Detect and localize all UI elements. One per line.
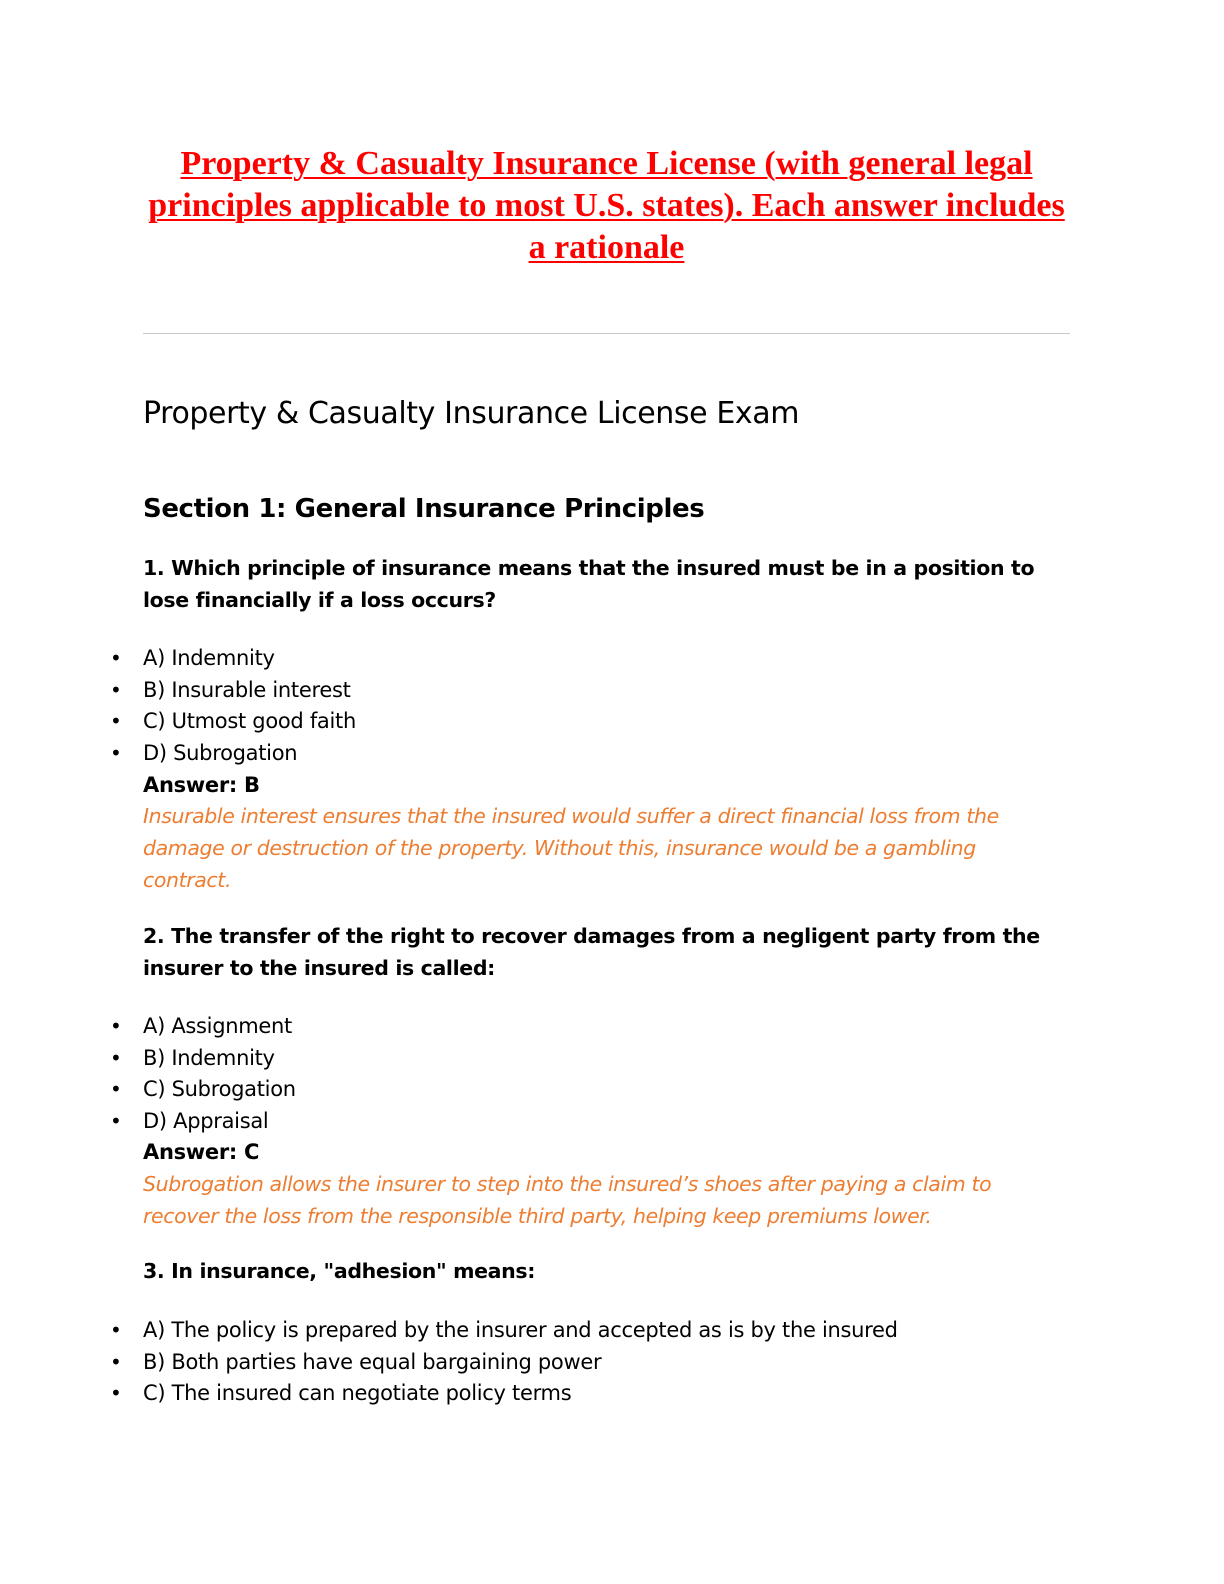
exam-title: Property & Casualty Insurance License Exam: [143, 396, 800, 431]
question-1-option-b: • B) Insurable interest: [143, 675, 1073, 707]
question-1-option-c: • C) Utmost good faith: [143, 706, 1073, 738]
question-2-option-d: • D) Appraisal: [143, 1106, 1073, 1138]
question-1-option-d: • D) Subrogation: [143, 738, 1073, 770]
question-2-rationale: Subrogation allows the insurer to step into the insured’s shoes after paying a claim to recover the loss from the responsible third party, helping keep premiums lower.: [143, 1172, 992, 1228]
question-3-options: [143, 1315, 1073, 1410]
question-1-answer: Answer: B: [143, 773, 260, 797]
question-3: 3. In insurance, "adhesion" means:: [143, 1259, 536, 1283]
question-3-option-b: • B) Both parties have equal bargaining power: [143, 1347, 1073, 1379]
section-title: Section 1: General Insurance Principles: [143, 494, 705, 524]
question-2-option-b: • B) Indemnity: [143, 1043, 1073, 1075]
question-3-option-a: • A) The policy is prepared by the insurer and accepted as is by the insured: [143, 1315, 1073, 1347]
question-1-option-a: • A) Indemnity: [143, 643, 1073, 675]
question-3-option-c: • C) The insured can negotiate policy terms: [143, 1378, 1073, 1410]
question-1: 1. Which principle of insurance means that the insured must be in a position to lose financially if a loss occurs?: [143, 556, 1035, 612]
question-2-answer: Answer: C: [143, 1140, 260, 1164]
question-1-options: [143, 643, 1073, 769]
question-1-rationale: Insurable interest ensures that the insured would suffer a direct financial loss from the damage or destruction of the property. Without this, insurance would be a gambling contract.: [143, 804, 999, 892]
question-2-option-a: • A) Assignment: [143, 1011, 1073, 1043]
question-2: 2. The transfer of the right to recover damages from a negligent party from the insurer to the insured is called:: [143, 924, 1040, 980]
question-2-options: [143, 1011, 1073, 1137]
horizontal-divider: [143, 333, 1070, 334]
document-title: Property & Casualty Insurance License (with general legal principles applicable to most U.S. states). Each answer includes a rationale: [148, 145, 1065, 266]
question-2-option-c: • C) Subrogation: [143, 1074, 1073, 1106]
